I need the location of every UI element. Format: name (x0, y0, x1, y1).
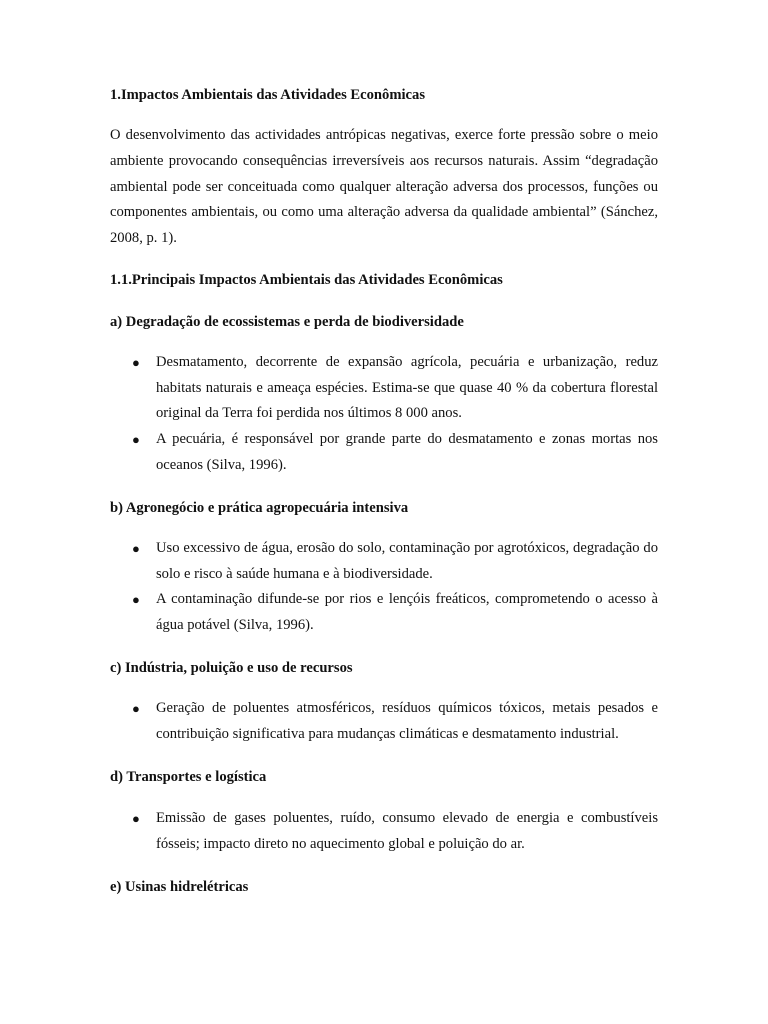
list-item (132, 587, 658, 638)
bullet-icon: ● (132, 811, 140, 826)
bullet-icon: ● (132, 541, 140, 556)
intro-paragraph: O desenvolvimento das actividades antrópicas negativas, exerce forte pressão sobre o meio ambiente provocando consequências irreversíveis aos recursos naturais. Assim “degradação ambiental pode ser conceituada como qualquer alteração adversa dos processos, funções ou componentes ambientais, ou como uma alteração adversa da qualidade ambiental” (Sánchez, 2008, p. 1). (110, 127, 658, 247)
section-heading-b: b) Agronegócio e prática agropecuária intensiva (110, 500, 409, 516)
section-subtitle: 1.1.Principais Impactos Ambientais das Atividades Econômicas (110, 272, 503, 288)
list-item-text: A contaminação difunde-se por rios e lençóis freáticos, comprometendo o acesso à água potável (Silva, 1996). (156, 591, 658, 633)
list-item (132, 806, 658, 857)
list-item-text: Uso excessivo de água, erosão do solo, contaminação por agrotóxicos, degradação do solo e risco à saúde humana e à biodiversidade. (156, 540, 658, 582)
list-item-text: Emissão de gases poluentes, ruído, consumo elevado de energia e combustíveis fósseis; impacto direto no aquecimento global e poluição do ar. (156, 810, 658, 852)
list-item-text: A pecuária, é responsável por grande parte do desmatamento e zonas mortas nos oceanos (Silva, 1996). (156, 431, 658, 473)
bullet-icon: ● (132, 592, 140, 607)
list-item (132, 350, 658, 427)
section-heading-d: d) Transportes e logística (110, 769, 267, 785)
list-item (132, 536, 658, 587)
list-item-text: Geração de poluentes atmosféricos, resíduos químicos tóxicos, metais pesados e contribuição significativa para mudanças climáticas e desmatamento industrial. (156, 700, 658, 742)
bullet-icon: ● (132, 701, 140, 716)
section-heading-e: e) Usinas hidrelétricas (110, 879, 249, 895)
list-item (132, 427, 658, 478)
bullet-icon: ● (132, 355, 140, 370)
list-item (132, 696, 658, 747)
section-heading-a: a) Degradação de ecossistemas e perda de biodiversidade (110, 314, 464, 330)
bullet-icon: ● (132, 432, 140, 447)
list-item-text: Desmatamento, decorrente de expansão agrícola, pecuária e urbanização, reduz habitats naturais e ameaça espécies. Estima-se que quase 40 % da cobertura florestal original da Terra foi perdida nos últimos 8 000 anos. (156, 354, 658, 421)
section-heading-c: c) Indústria, poluição e uso de recursos (110, 660, 353, 676)
document-title: 1.Impactos Ambientais das Atividades Econômicas (110, 87, 426, 103)
